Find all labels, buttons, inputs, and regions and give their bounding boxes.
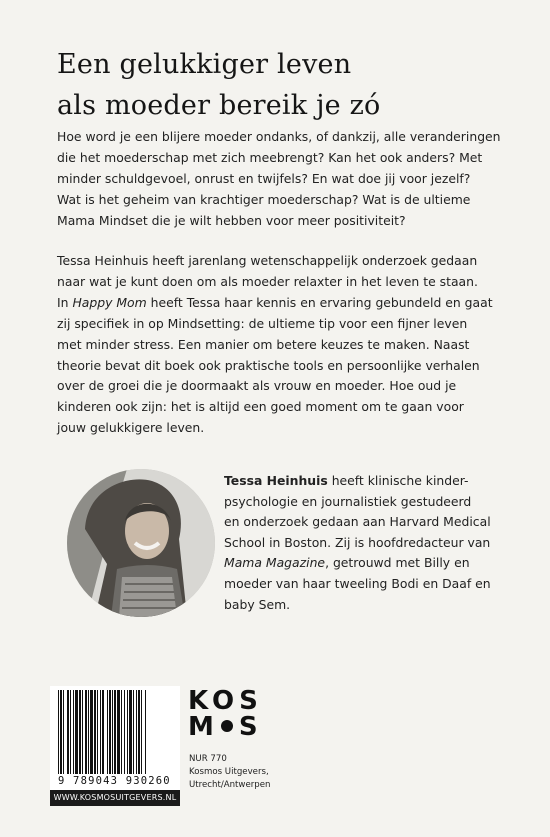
description-line: met minder stress. Een manier om betere keuzes te maken. Naast [57, 336, 470, 352]
nur-code: NUR 770 [189, 754, 227, 764]
barcode-bar [138, 690, 140, 774]
barcode-bar [121, 690, 122, 774]
barcode-bar [114, 690, 116, 774]
isbn-number: 9 789043 930260 [58, 775, 171, 787]
bio-line: en onderzoek gedaan aan Harvard Medical [224, 514, 491, 530]
description-line: over de groei die je doormaakt als vrouw en moeder. Hoe oud je [57, 378, 457, 394]
bio-line: moeder van haar tweeling Bodi en Daaf en [224, 575, 491, 591]
barcode-bar [75, 690, 78, 774]
description-line: jouw gelukkigere leven. [57, 420, 205, 436]
title-line-2: als moeder bereik je zó [57, 90, 381, 121]
isbn-barcode [50, 686, 180, 794]
logo-dot-icon [221, 720, 233, 732]
description-line: kinderen ook zijn: het is altijd een goed moment om te gaan voor [57, 399, 464, 415]
barcode-bar [145, 690, 146, 774]
author-bio [224, 471, 514, 615]
book-name: Happy Mom [72, 294, 147, 310]
barcode-bar [100, 690, 101, 774]
barcode-bar [79, 690, 81, 774]
description-line: Tessa Heinhuis heeft jarenlang wetenschappelijk onderzoek gedaan [57, 253, 478, 268]
bio-text: heeft klinische kinder- [327, 473, 469, 488]
barcode-bar [90, 690, 93, 774]
barcode-bar [112, 690, 113, 774]
barcode-bar [70, 690, 71, 774]
barcode-bar [136, 690, 137, 774]
barcode-bar [117, 690, 120, 774]
portrait-illustration [67, 469, 215, 617]
barcode-bar [109, 690, 111, 774]
kosmos-logo [188, 686, 263, 742]
description-line [57, 293, 507, 314]
barcode-bar [129, 690, 132, 774]
barcode-bar [60, 690, 62, 774]
intro-line: Mama Mindset die je wilt hebben voor meer positiviteit? [57, 212, 406, 228]
barcode-bar [94, 690, 96, 774]
intro-line: Wat is het geheim van krachtiger moederschap? Wat is de ultieme [57, 191, 471, 207]
barcode-bar [133, 690, 134, 774]
bio-line: School in Boston. Zij is hoofdredacteur van [224, 534, 491, 550]
logo-letter: M [188, 712, 219, 742]
title-line-1: Een gelukkiger leven [57, 49, 352, 80]
intro-paragraph [57, 127, 507, 232]
description-line: zij specifiek in op Mindsetting: de ultieme tip voor een fijner leven [57, 315, 468, 331]
bio-text: , getrouwd met Billy en [325, 555, 470, 571]
intro-line: Hoe word je een blijere moeder ondanks, of dankzij, alle veranderingen [57, 129, 501, 144]
barcode-bar [127, 690, 128, 774]
description-suffix: heeft Tessa haar kennis en ervaring gebundeld en gaat [146, 294, 493, 310]
publisher-city: Utrecht/Antwerpen [189, 780, 271, 790]
logo-row-2 [188, 712, 263, 742]
barcode-bars [54, 690, 176, 774]
author-portrait [67, 469, 215, 617]
barcode-bar [124, 690, 125, 774]
bio-line [224, 471, 514, 492]
barcode-bar [82, 690, 83, 774]
barcode-bar [97, 690, 98, 774]
barcode-bar [102, 690, 104, 774]
barcode-bar [88, 690, 89, 774]
barcode-bar [141, 690, 142, 774]
publisher-name: Kosmos Uitgevers, [189, 767, 269, 777]
magazine-name: Mama Magazine [224, 555, 326, 571]
bio-line [224, 553, 514, 574]
description-line: naar wat je kunt doen om als moeder relaxter in het leven te staan. [57, 273, 478, 289]
publisher-info [189, 753, 319, 792]
bio-line: psychologie en journalistiek gestudeerd [224, 493, 472, 509]
bio-line: baby Sem. [224, 596, 291, 612]
barcode-bar [67, 690, 69, 774]
barcode-bar [58, 690, 59, 774]
description-paragraph [57, 251, 507, 439]
intro-line: die het moederschap met zich meebrengt? Kan het ook anders? Met [57, 149, 483, 165]
description-line: theorie bevat dit boek ook praktische tools en persoonlijke verhalen [57, 357, 480, 373]
intro-line: minder schuldgevoel, onrust en twijfels? En wat doe jij voor jezelf? [57, 170, 471, 186]
description-prefix: In [57, 294, 73, 310]
logo-row-1: KOS [188, 686, 263, 716]
publisher-website: WWW.KOSMOSUITGEVERS.NL [50, 790, 180, 806]
book-title [57, 44, 517, 126]
logo-letter: S [238, 712, 263, 742]
author-name: Tessa Heinhuis [224, 473, 328, 488]
barcode-bar [73, 690, 74, 774]
barcode-bar [107, 690, 108, 774]
barcode-bar [63, 690, 64, 774]
barcode-bar [85, 690, 87, 774]
